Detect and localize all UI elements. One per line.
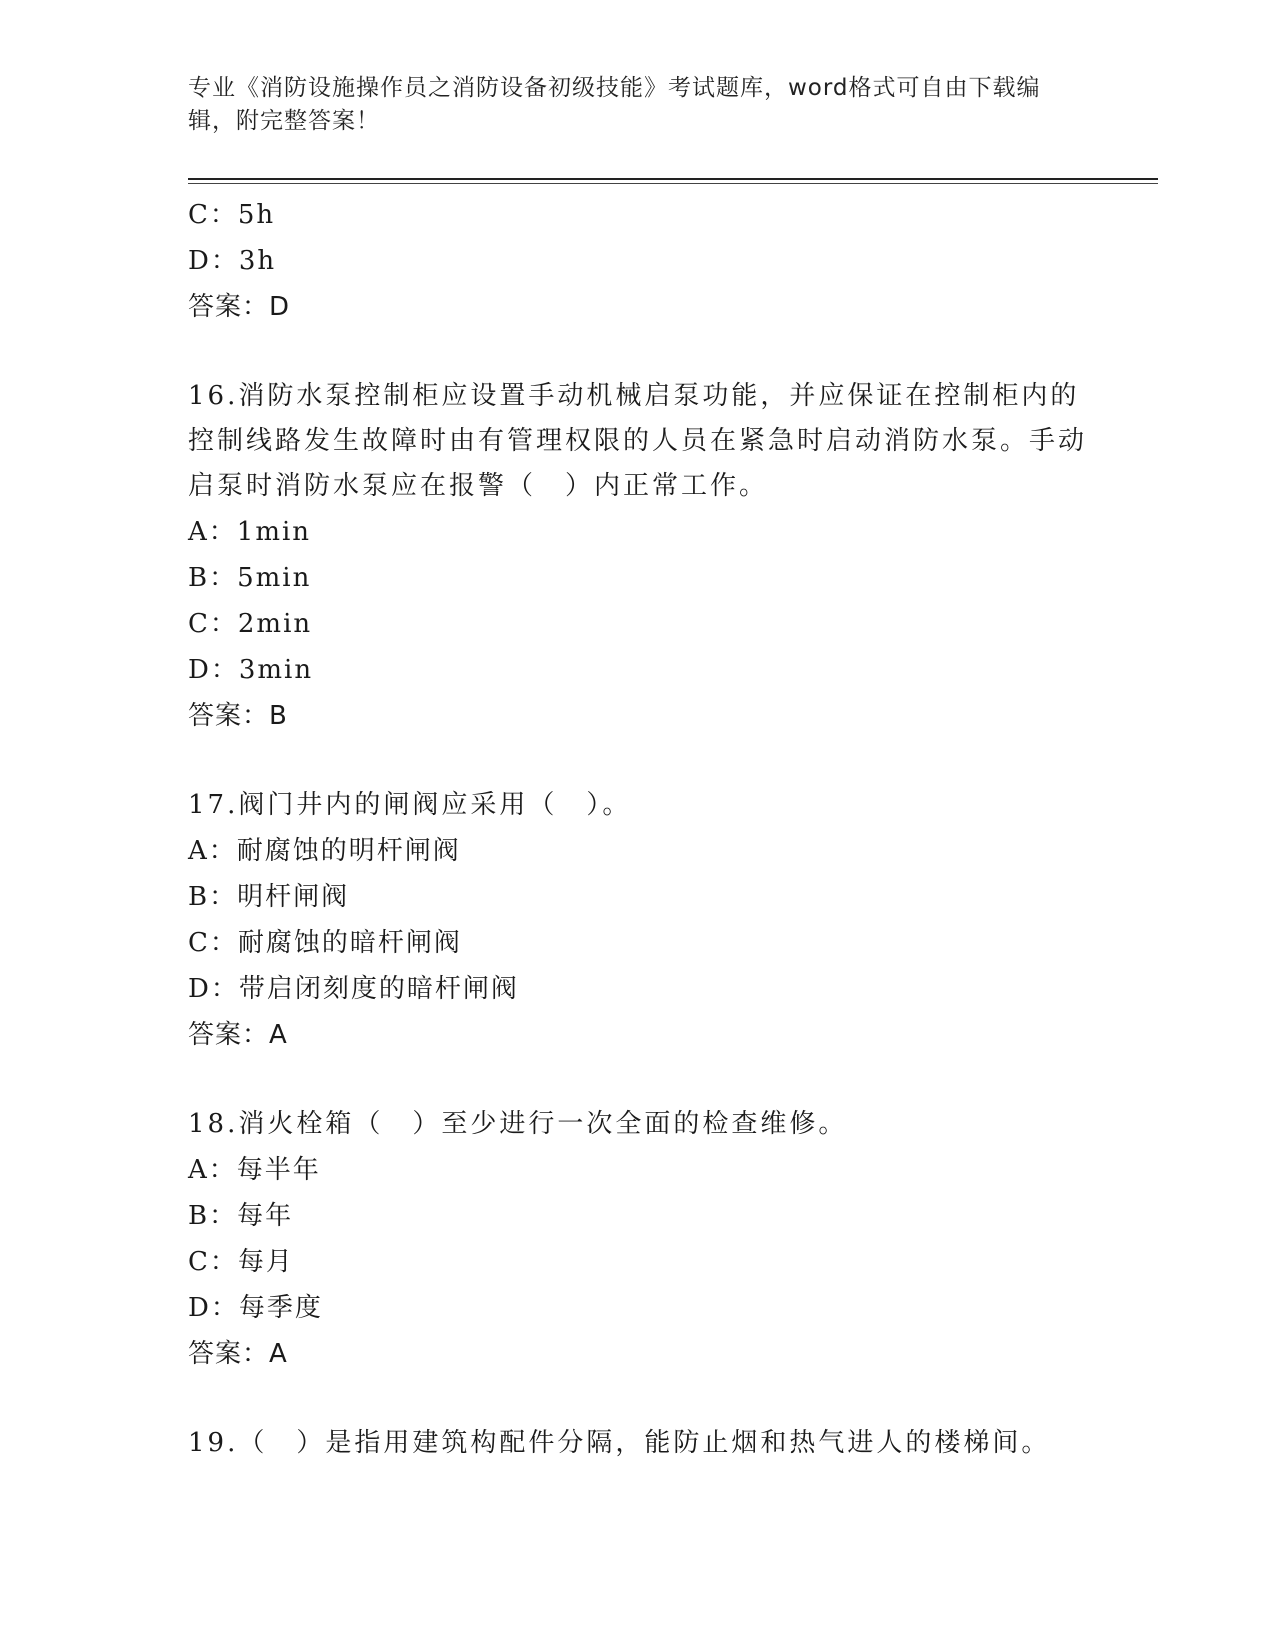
prev-question-block bbox=[188, 192, 1088, 330]
header-rule-thick bbox=[188, 178, 1158, 180]
answer-line: 答案：A bbox=[188, 1020, 288, 1050]
option-a: A：1min bbox=[188, 517, 312, 547]
question-stem: 18.消火栓箱（ ）至少进行一次全面的检查维修。 bbox=[188, 1109, 848, 1139]
option-d: D：3min bbox=[188, 655, 314, 685]
question-list bbox=[188, 192, 1088, 1466]
option-d: D：3h bbox=[188, 246, 277, 276]
document-header: 专业《消防设施操作员之消防设备初级技能》考试题库，word格式可自由下载编辑，附完整答案！ bbox=[188, 75, 1041, 134]
question-stem: 19.（ ）是指用建筑构配件分隔，能防止烟和热气进人的楼梯间。 bbox=[188, 1428, 1051, 1458]
question-17 bbox=[188, 783, 1088, 1058]
option-b: B：明杆闸阀 bbox=[188, 882, 350, 912]
option-c: C：耐腐蚀的暗杆闸阀 bbox=[188, 928, 462, 958]
question-stem: 17.阀门井内的闸阀应采用（ ）。 bbox=[188, 790, 632, 820]
option-a: A：耐腐蚀的明杆闸阀 bbox=[188, 836, 461, 866]
option-b: B：每年 bbox=[188, 1201, 294, 1231]
question-18 bbox=[188, 1102, 1088, 1377]
option-d: D：每季度 bbox=[188, 1293, 323, 1323]
question-stem: 16.消防水泵控制柜应设置手动机械启泵功能，并应保证在控制柜内的控制线路发生故障时由有管理权限的人员在紧急时启动消防水泵。手动启泵时消防水泵应在报警（ ）内正常工作。 bbox=[188, 381, 1088, 501]
option-b: B：5min bbox=[188, 563, 312, 593]
question-19 bbox=[188, 1421, 1088, 1466]
question-16 bbox=[188, 374, 1088, 739]
option-c: C：每月 bbox=[188, 1247, 294, 1277]
answer-line: 答案：A bbox=[188, 1339, 288, 1369]
header-rule-thin bbox=[188, 183, 1158, 184]
option-a: A：每半年 bbox=[188, 1155, 321, 1185]
option-c: C：2min bbox=[188, 609, 313, 639]
answer-line: 答案：B bbox=[188, 701, 288, 731]
option-d: D：带启闭刻度的暗杆闸阀 bbox=[188, 974, 519, 1004]
option-c: C：5h bbox=[188, 200, 276, 230]
answer-line: 答案：D bbox=[188, 292, 291, 322]
